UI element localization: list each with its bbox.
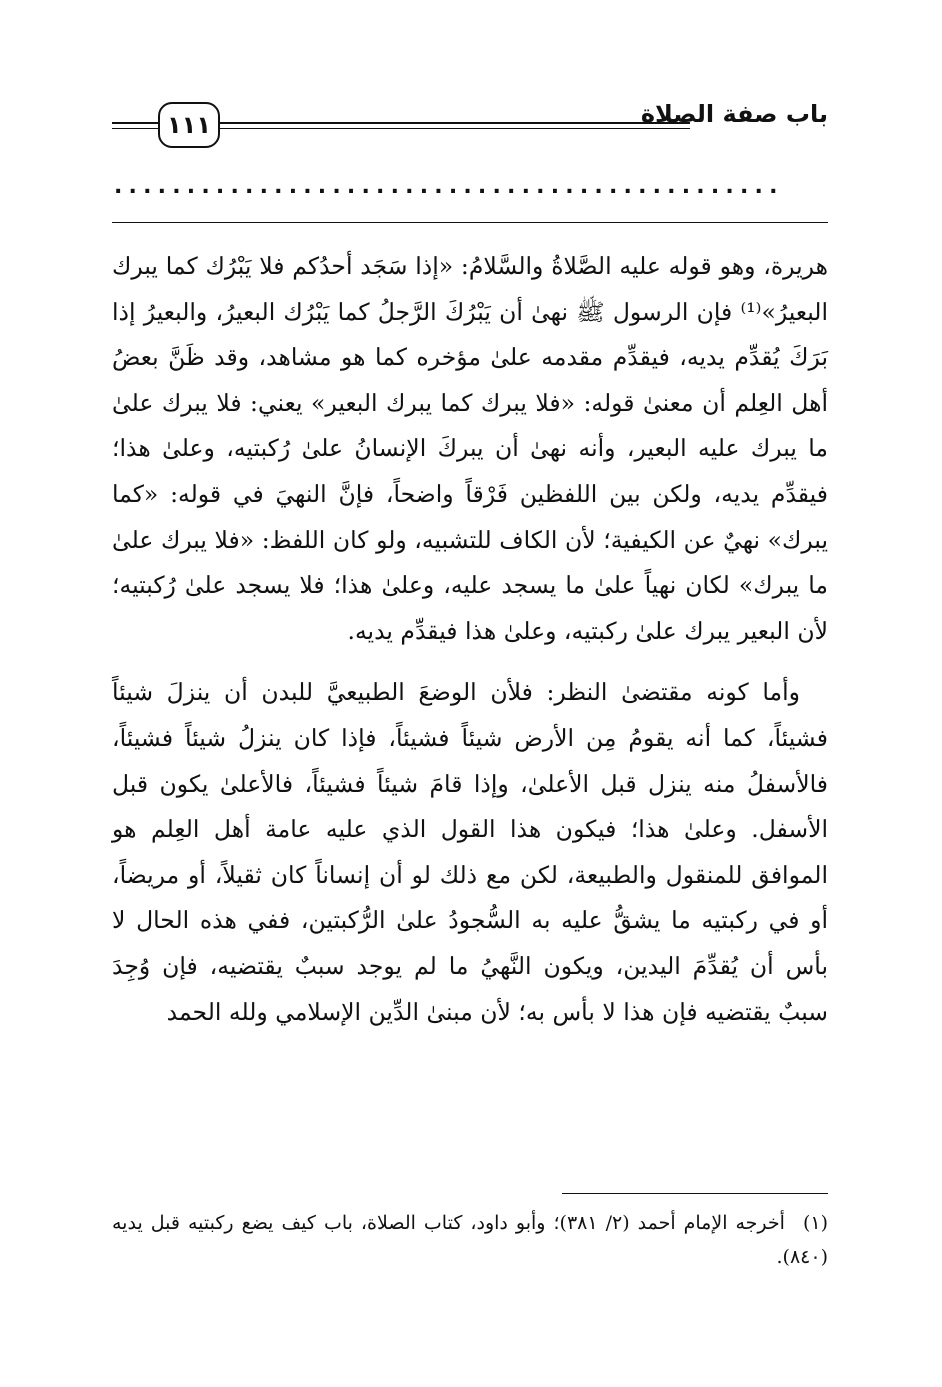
running-title: باب صفة الصلاة [640,100,828,128]
main-text [112,244,828,1035]
footnote-text: أخرجه الإمام أحمد (٢/ ٣٨١)؛ وأبو داود، كتاب الصلاة، باب كيف يضع ركبتيه قبل يديه (٨٤٠). [112,1212,828,1268]
paragraph-2: وأما كونه مقتضىٰ النظر: فلأن الوضعَ الطبيعيَّ للبدن أن ينزلَ شيئاً فشيئاً، كما أنه يقومُ مِن الأرض شيئاً فشيئاً، فإذا كان ينزلُ شيئاً فشيئاً، فالأسفلُ منه ينزل قبل الأعلىٰ، وإذا قامَ شيئاً فشيئاً، فالأعلىٰ يكون قبل الأسفل. وعلىٰ هذا؛ فيكون هذا القول الذي عليه عامة أهل العِلم هو الموافق للمنقول والطبيعة، لكن مع ذلك لو أن إنساناً كان ثقيلاً، أو مريضاً، أو في ركبتيه ما يشقُّ عليه به السُّجودُ علىٰ الرُّكبتين، ففي هذه الحال لا بأس أن يُقدِّمَ اليدين، ويكون النَّهيُ ما لم يوجد سببٌ يقتضيه، فإن وُجِدَ سببٌ يقتضيه فإن هذا لا بأس به؛ لأن مبنىٰ الدِّين الإسلامي ولله الحمد [112,678,828,1026]
page-number: ١١١ [158,102,220,148]
paragraph-1: هريرة، وهو قوله عليه الصَّلاةُ والسَّلامُ: «إذا سَجَد أحدُكم فلا يَبْرُك كما يبرك البعيرُ»⁽¹⁾ فإن الرسول ﷺ نهىٰ أن يَبْرُكَ الرَّجلُ كما يَبْرُك البعيرُ، والبعيرُ إذا بَرَكَ يُقدِّم يديه، فيقدِّم مقدمه علىٰ مؤخره كما هو مشاهد، وقد ظَنَّ بعضُ أهل العِلم أن معنىٰ قوله: «فلا يبرك كما يبرك البعير» يعني: فلا يبرك علىٰ ما يبرك عليه البعير، وأنه نهىٰ أن يبركَ الإنسانُ علىٰ رُكبتيه، وعلىٰ هذا؛ فيقدِّم يديه، ولكن بين اللفظين فَرْقاً واضحاً، فإنَّ النهيَ في قوله: «كما يبرك» نهيٌ عن الكيفية؛ لأن الكاف للتشبيه، ولو كان اللفظ: «فلا يبرك علىٰ ما يبرك» لكان نهياً علىٰ ما يسجد عليه، وعلىٰ هذا؛ فلا يسجد علىٰ رُكبتيه؛ لأن البعير يبرك علىٰ ركبتيه، وعلىٰ هذا فيقدِّم يديه. [112,252,828,645]
footnote-marker: (١) [802,1212,828,1234]
header-rule-left [112,122,160,129]
footnote [112,1206,828,1274]
header-rule-right [220,122,690,129]
footnote-rule [562,1193,828,1194]
top-rule [112,222,828,223]
page-header [112,94,828,154]
ellipsis-separator: .............................................. [114,174,784,199]
